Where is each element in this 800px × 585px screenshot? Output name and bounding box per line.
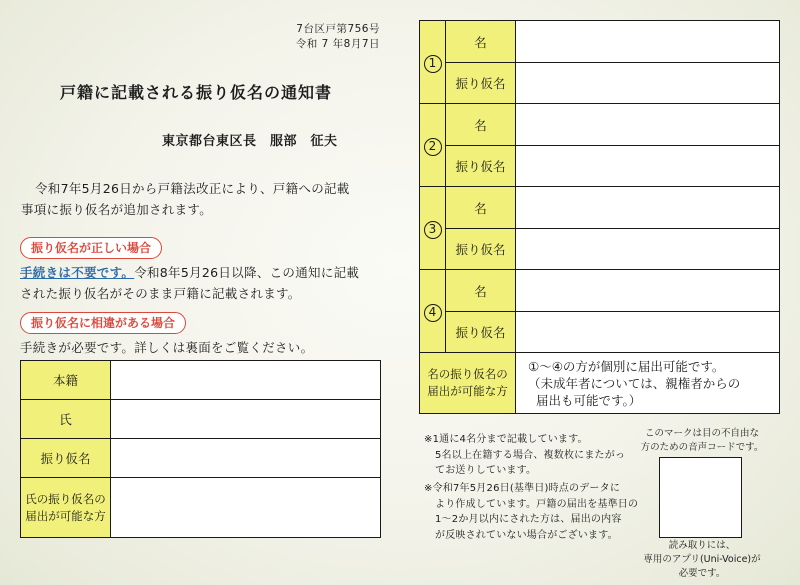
document-number-block bbox=[0, 22, 380, 52]
surname-eligible-label-line-1: 氏の振り仮名の bbox=[25, 491, 106, 506]
entry-3-name-row bbox=[420, 187, 780, 229]
note-2-line-1: ※令和7年5月26日(基準日)時点のデータに bbox=[424, 483, 621, 494]
entry-3-name-value bbox=[516, 187, 780, 229]
entry-2-name-value bbox=[516, 104, 780, 146]
note-2-line-2: より作成しています。戸籍の届出を基準日の bbox=[435, 498, 639, 510]
note-2-line-4: が反映されていない場合がございます。 bbox=[435, 529, 618, 541]
intro-line-1: 令和7年5月26日から戸籍法改正により、戸籍への記載 bbox=[35, 181, 350, 196]
entry-4-kana-row bbox=[420, 312, 780, 353]
correct-case-badge: 振り仮名が正しい場合 bbox=[20, 237, 162, 259]
voice-code-caption bbox=[632, 427, 772, 455]
entry-4-number bbox=[420, 270, 446, 353]
entry-2-name-label: 名 bbox=[446, 104, 516, 146]
eligible-text-line-2: （未成年者については、親権者からの bbox=[528, 375, 741, 391]
circled-number-2: 2 bbox=[424, 138, 442, 156]
entry-3-kana-row bbox=[420, 229, 780, 270]
voice-code-instructions-line-2: 専用のアプリ(Uni-Voice)が bbox=[643, 554, 761, 565]
surname-value bbox=[111, 400, 381, 439]
entry-1-number bbox=[420, 21, 446, 104]
given-name-eligible-text bbox=[516, 353, 780, 414]
entry-4-kana-label: 振り仮名 bbox=[446, 312, 516, 353]
entry-4-kana-value bbox=[516, 312, 780, 353]
note-1-line-1: ※1通に4名分まで記載しています。 bbox=[424, 434, 588, 445]
surname-eligible-label-line-2: 届出が可能な方 bbox=[25, 508, 106, 523]
note-2-line-3: 1～2か月以内にされた方は、届出の内容 bbox=[435, 514, 622, 525]
surname-eligible-row bbox=[21, 478, 381, 538]
given-name-table bbox=[419, 20, 780, 414]
entry-1-name-value bbox=[516, 21, 780, 63]
surname-row bbox=[21, 400, 381, 439]
intro-line-2: 事項に振り仮名が追加されます。 bbox=[21, 202, 213, 217]
given-name-eligible-label-line-1: 名の振り仮名の bbox=[427, 367, 508, 381]
surname-kana-value bbox=[111, 439, 381, 478]
correct-case-line-2: された振り仮名がそのまま戸籍に記載されます。 bbox=[20, 286, 301, 301]
note-1-line-2: 5名以上在籍する場合、複数枚にまたがっ bbox=[435, 449, 626, 461]
entry-4-name-row bbox=[420, 270, 780, 312]
surname-label: 氏 bbox=[21, 400, 111, 439]
voice-code-box bbox=[659, 457, 742, 538]
given-name-eligible-row bbox=[420, 353, 780, 414]
entry-1-name-row bbox=[420, 21, 780, 63]
surname-eligible-value bbox=[111, 478, 381, 538]
correct-case-line-1: 令和8年5月26日以降、この通知に記載 bbox=[134, 265, 360, 280]
household-info-table bbox=[20, 360, 381, 538]
entry-3-number bbox=[420, 187, 446, 270]
entry-3-kana-label: 振り仮名 bbox=[446, 229, 516, 270]
honseki-label: 本籍 bbox=[21, 361, 111, 400]
note-1-line-3: てお送りしています。 bbox=[435, 465, 537, 476]
issuer-name: 東京都台東区長 服部 征夫 bbox=[162, 134, 338, 149]
entry-4-name-label: 名 bbox=[446, 270, 516, 312]
note-1 bbox=[424, 432, 644, 479]
entry-3-name-label: 名 bbox=[446, 187, 516, 229]
honseki-value bbox=[111, 361, 381, 400]
entry-2-kana-row bbox=[420, 146, 780, 187]
page-title: 戸籍に記載される振り仮名の通知書 bbox=[60, 83, 333, 102]
entry-1-kana-label: 振り仮名 bbox=[446, 63, 516, 104]
eligible-text-line-3: 届出も可能です。） bbox=[536, 392, 642, 408]
surname-kana-label: 振り仮名 bbox=[21, 439, 111, 478]
entry-2-number bbox=[420, 104, 446, 187]
document-date: 令和 7 年8月7日 bbox=[295, 38, 380, 50]
surname-eligible-label bbox=[21, 478, 111, 538]
intro-text bbox=[21, 178, 350, 220]
given-name-eligible-label bbox=[420, 353, 516, 414]
entry-3-kana-value bbox=[516, 229, 780, 270]
entry-1-kana-value bbox=[516, 63, 780, 104]
voice-code-instructions-line-3: 必要です。 bbox=[678, 568, 726, 579]
entry-1-kana-row bbox=[420, 63, 780, 104]
honseki-row bbox=[21, 361, 381, 400]
surname-kana-row bbox=[21, 439, 381, 478]
circled-number-4: 4 bbox=[424, 304, 442, 322]
correct-case-text bbox=[20, 262, 359, 304]
voice-code-caption-line-1: このマークは目の不自由な bbox=[644, 428, 759, 439]
entry-2-kana-value bbox=[516, 146, 780, 187]
given-name-eligible-label-line-2: 届出が可能な方 bbox=[427, 384, 508, 398]
circled-number-3: 3 bbox=[424, 221, 442, 239]
entry-4-name-value bbox=[516, 270, 780, 312]
eligible-text-line-1: ①～④の方が個別に届出可能です。 bbox=[528, 358, 725, 374]
different-case-badge: 振り仮名に相違がある場合 bbox=[20, 312, 186, 334]
document-number: 7台区戸第756号 bbox=[296, 23, 380, 35]
voice-code-caption-line-2: 方のための音声コードです。 bbox=[640, 442, 764, 453]
different-case-text: 手続きが必要です。詳しくは裏面をご覧ください。 bbox=[20, 340, 314, 355]
entry-1-name-label: 名 bbox=[446, 21, 516, 63]
voice-code-instructions-line-1: 読み取りには、 bbox=[668, 540, 736, 551]
no-procedure-needed: 手続きは不要です。 bbox=[20, 265, 135, 280]
note-2 bbox=[424, 481, 644, 543]
circled-number-1: 1 bbox=[424, 55, 442, 73]
voice-code-instructions bbox=[630, 539, 774, 581]
entry-2-name-row bbox=[420, 104, 780, 146]
entry-2-kana-label: 振り仮名 bbox=[446, 146, 516, 187]
